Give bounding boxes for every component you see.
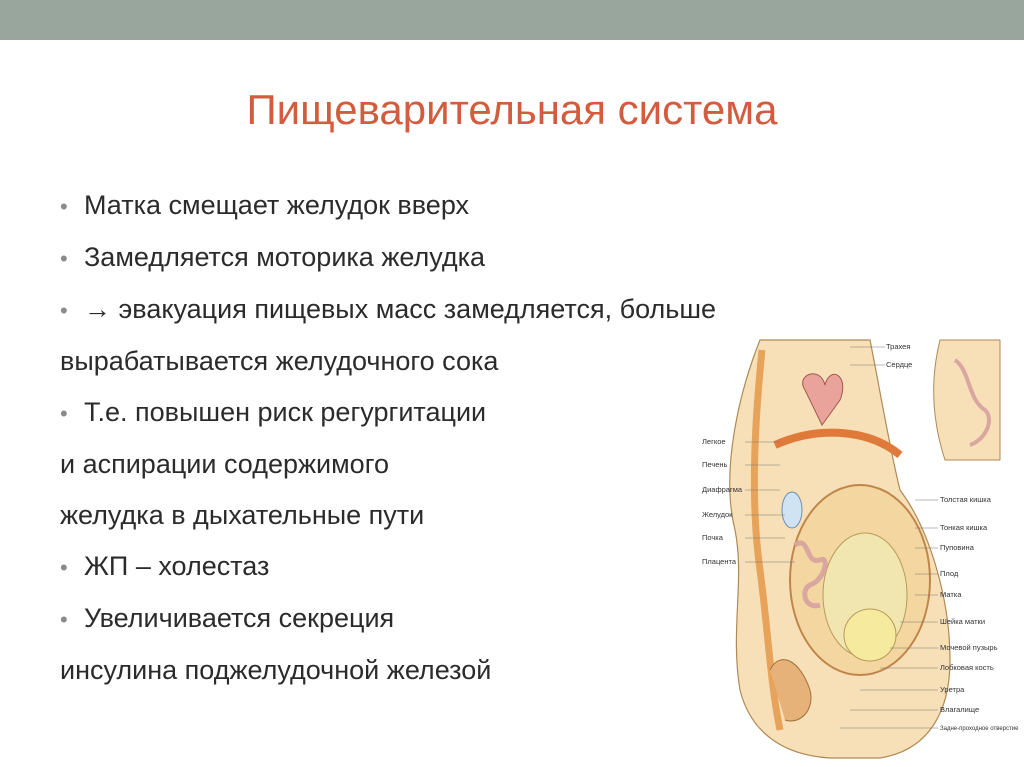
slide-title: Пищеварительная система (246, 86, 778, 133)
bullet-line: • Т.е. повышен риск регургитации (60, 387, 920, 439)
label-kidney: Почка (702, 533, 723, 542)
continuation-line: вырабатывается желудочного сока (60, 346, 499, 376)
label-stomach: Желудок (702, 510, 733, 519)
label-bladder: Мочевой пузырь (940, 643, 998, 652)
label-small-intestine: Тонкая кишка (940, 523, 988, 532)
label-cervix: Шейка матки (940, 617, 986, 626)
continuation-line: и аспирации содержимого (60, 449, 389, 479)
continuation-line: желудка в дыхательные пути (60, 500, 425, 530)
top-bar (0, 0, 1024, 40)
label-anus: Задне-проходное отверстие (940, 726, 1019, 732)
bullet-dot: • (60, 555, 68, 580)
side-figure-outline (934, 340, 1000, 460)
label-diaphragm: Диафрагма (702, 485, 743, 494)
label-liver: Печень (702, 460, 728, 469)
label-umbilical-cord: Пуповина (940, 543, 974, 552)
bullet-line: • ЖП – холестаз (60, 541, 920, 593)
label-lung: Легкое (702, 437, 726, 446)
fetus-head (844, 609, 896, 661)
label-uterus: Матка (940, 590, 962, 599)
anatomy-illustration (700, 330, 1019, 760)
bullet-dot: • (60, 607, 68, 632)
label-vagina: Влагалище (940, 705, 980, 714)
label-heart: Сердце (886, 360, 913, 369)
label-pubic-bone: Лобковая кость (940, 663, 994, 672)
bullet-line: • → эвакуация пищевых масс замедляется, больше (60, 284, 920, 336)
label-trachea: Трахея (886, 342, 911, 351)
label-fetus: Плод (940, 569, 959, 578)
bullet-line: • Замедляется моторика желудка (60, 232, 920, 284)
label-urethra: Уретра (940, 685, 965, 694)
label-placenta: Плацента (702, 557, 736, 566)
label-colon: Толстая кишка (940, 495, 991, 504)
bullet-dot: • (60, 194, 68, 219)
continuation-line: инсулина поджелудочной железой (60, 655, 492, 685)
bullet-line: • Увеличивается секреция (60, 593, 920, 645)
bullet-dot: • (60, 246, 68, 271)
stomach-shape (782, 492, 802, 528)
bullet-dot: • (60, 401, 68, 426)
bullet-dot: • (60, 298, 68, 323)
bullet-line: • Матка смещает желудок вверх (60, 180, 920, 232)
